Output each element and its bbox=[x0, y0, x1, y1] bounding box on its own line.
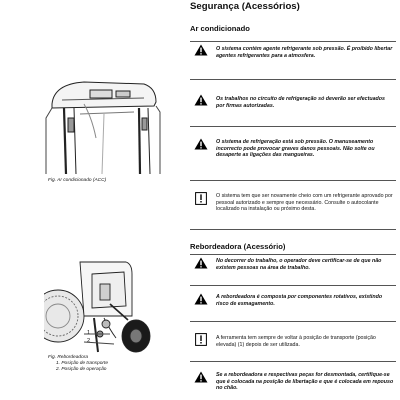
divider bbox=[190, 254, 396, 255]
figure-item: 1. Posição de transporte bbox=[56, 361, 108, 366]
info-icon bbox=[195, 333, 207, 346]
warning-text: O sistema contém agente refrigerante sob pressão. É proibido libertar agentes refrigerantes para a atmosfera. bbox=[216, 46, 393, 59]
divider bbox=[190, 361, 396, 362]
warning-icon bbox=[194, 257, 208, 269]
divider bbox=[190, 126, 396, 127]
divider bbox=[190, 79, 396, 80]
warning-icon bbox=[194, 138, 208, 150]
info-text: O sistema tem que ser novamente cheio com um refrigerante aprovado por pessoal autorizado e sempre que necessário. Consulte o autocolante localizado na instalação ou próximo desta. bbox=[216, 193, 393, 213]
divider bbox=[190, 229, 396, 230]
callout-1: 1 bbox=[87, 330, 91, 336]
callout-2: 2 bbox=[87, 338, 91, 344]
figure-caption: Fig. Ar condicionado (ACC) bbox=[48, 178, 107, 183]
warning-text: Os trabalhos no circuito de refrigeração só deverão ser efectuados por firmas autorizadas. bbox=[216, 96, 385, 109]
warning-icon bbox=[194, 44, 208, 56]
section-heading-mower: Rebordeadora (Acessório) bbox=[190, 242, 286, 251]
warning-text: A rebordeadora é composta por componentes rotativos, existindo risco de esmagamento. bbox=[216, 294, 383, 307]
warning-text: No decorrer do trabalho, o operador deve certificar-se de que não existem pessoas na área de trabalho. bbox=[216, 258, 382, 271]
warning-icon bbox=[194, 371, 208, 383]
warning-icon bbox=[194, 293, 208, 305]
divider bbox=[190, 41, 396, 42]
divider bbox=[190, 180, 396, 181]
page-title: Segurança (Acessórios) bbox=[190, 1, 300, 12]
warning-text: Se a rebordeadora e respectivas peças for desmontada, certifique-se que é colocada na posição de libertação e que é colocada em repouso no chão. bbox=[216, 372, 394, 392]
info-icon bbox=[195, 192, 207, 205]
figure-item: 2. Posição de operação bbox=[56, 367, 107, 372]
figure-caption: Fig. Rebordeadora bbox=[48, 355, 88, 360]
info-text: A ferramenta tem sempre de voltar à posição de transporte (posição elevada) (1) depois de ser utilizada. bbox=[216, 335, 376, 348]
air-conditioning-figure bbox=[44, 78, 162, 174]
divider bbox=[190, 321, 396, 322]
section-heading-ac: Ar condicionado bbox=[190, 24, 250, 33]
warning-text: O sistema de refrigeração está sob pressão. O manuseamento incorrecto pode provocar graves danos pessoais. Não solte ou desaperte as ligações das mangueiras. bbox=[216, 139, 375, 159]
warning-icon bbox=[194, 94, 208, 106]
mower-figure bbox=[44, 254, 162, 354]
divider bbox=[190, 285, 396, 286]
